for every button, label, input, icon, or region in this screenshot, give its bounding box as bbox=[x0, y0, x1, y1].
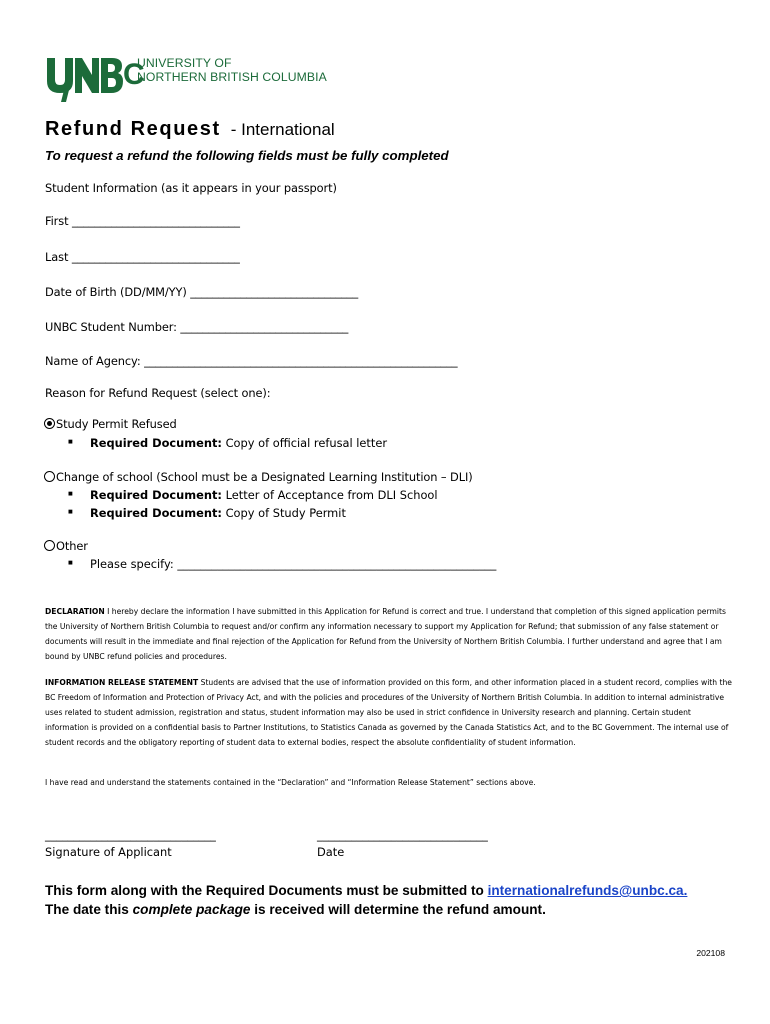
unbc-logo-mark bbox=[44, 46, 143, 102]
logo-line-1: UNIVERSITY OF bbox=[137, 56, 232, 70]
email-link[interactable]: internationalrefunds@unbc.ca. bbox=[487, 883, 688, 898]
info-release-text: Students are advised that the use of information provided on this form, and other information placed in a student record, complies with the BC Freedom of Information and Protection of Privacy Act, and with the policies and procedures of the University of Northern British Columbia. In addition to internal administrative uses related to student admission, registration and status, student information may also be used in strict confidence in University research and planning. Certain student information is provided on a confidential basis to Partner Institutions, to Statistics Canada as governed by the Canada Statistics Act, and to the BC Government. The internal use of student records and the obligatory reporting of student data to external bodies, respect the absolute confidentiality of student information. bbox=[45, 678, 732, 747]
reason-option-label: Other bbox=[56, 539, 88, 553]
logo-line-2: NORTHERN BRITISH COLUMBIA bbox=[137, 69, 327, 84]
required-doc-row bbox=[0, 488, 770, 502]
reason-heading: Reason for Refund Request (select one): bbox=[45, 386, 271, 400]
required-doc-row bbox=[0, 436, 770, 450]
first-name-field[interactable]: First ______________________________ bbox=[45, 214, 240, 228]
bullet-icon: ■ bbox=[68, 507, 73, 516]
logo-text bbox=[137, 57, 327, 84]
declaration-paragraph bbox=[45, 604, 735, 664]
signature-line[interactable]: ______________________________ bbox=[45, 828, 216, 842]
date-of-birth-field[interactable]: Date of Birth (DD/MM/YY) ______________________________ bbox=[45, 285, 359, 299]
instruction-text: To request a refund the following fields must be fully completed bbox=[45, 148, 449, 163]
reason-option-label: Study Permit Refused bbox=[56, 417, 177, 431]
reason-option-other[interactable] bbox=[44, 539, 88, 553]
student-number-field[interactable]: UNBC Student Number: ______________________________ bbox=[45, 320, 349, 334]
required-doc-row bbox=[0, 506, 770, 520]
radio-other[interactable] bbox=[44, 540, 55, 551]
student-info-heading: Student Information (as it appears in your passport) bbox=[45, 181, 337, 195]
last-name-field[interactable]: Last ______________________________ bbox=[45, 250, 240, 264]
bullet-icon: ■ bbox=[68, 489, 73, 498]
info-release-paragraph bbox=[45, 675, 735, 750]
radio-change-school[interactable] bbox=[44, 471, 55, 482]
reason-option-label: Change of school (School must be a Designated Learning Institution – DLI) bbox=[56, 470, 473, 484]
footer-line-2: The date this complete package is received will determine the refund amount. bbox=[45, 902, 546, 917]
page-title bbox=[45, 118, 335, 141]
please-specify-row[interactable] bbox=[0, 557, 770, 571]
agency-name-field[interactable]: Name of Agency: ________________________________________________________ bbox=[45, 354, 458, 368]
title-main: Refund Request bbox=[45, 118, 221, 140]
bullet-icon: ■ bbox=[68, 437, 73, 446]
declaration-heading: DECLARATION bbox=[45, 607, 105, 616]
footer-instructions bbox=[45, 881, 687, 919]
reason-option-study-permit[interactable] bbox=[44, 417, 177, 431]
signature-label: Signature of Applicant bbox=[45, 845, 172, 859]
date-label: Date bbox=[317, 845, 345, 859]
reason-option-change-school[interactable] bbox=[44, 470, 473, 484]
bullet-icon: ■ bbox=[68, 558, 73, 567]
required-doc-text: Required Document: Copy of official refusal letter bbox=[90, 436, 388, 450]
radio-study-permit-selected[interactable] bbox=[44, 418, 55, 429]
title-sub: - International bbox=[230, 120, 335, 139]
date-line[interactable]: ______________________________ bbox=[317, 828, 488, 842]
required-doc-text: Required Document: Letter of Acceptance from DLI School bbox=[90, 488, 438, 502]
required-doc-text: Required Document: Copy of Study Permit bbox=[90, 506, 346, 520]
unbc-logo bbox=[44, 46, 344, 102]
info-release-heading: INFORMATION RELEASE STATEMENT bbox=[45, 678, 199, 687]
declaration-text: I hereby declare the information I have submitted in this Application for Refund is correct and true. I understand that completion of this signed application permits the University of Northern British Columbia to request and/or confirm any information necessary to support my Application for Refund; that submission of any false statement or documents will result in the immediate and final rejection of the Application for Refund from the University of Northern British Columbia. I further understand and agree that I am bound by UNBC refund policies and procedures. bbox=[45, 607, 726, 661]
footer-line-1: This form along with the Required Documents must be submitted to internationalrefunds@unbc.ca. bbox=[45, 883, 688, 898]
acknowledge-text: I have read and understand the statements contained in the “Declaration” and “Information Release Statement” sections above. bbox=[45, 778, 536, 787]
svg-text:C: C bbox=[123, 58, 143, 91]
form-code: 202108 bbox=[696, 948, 725, 958]
please-specify-field[interactable]: Please specify: ________________________________________________________ bbox=[90, 557, 497, 571]
